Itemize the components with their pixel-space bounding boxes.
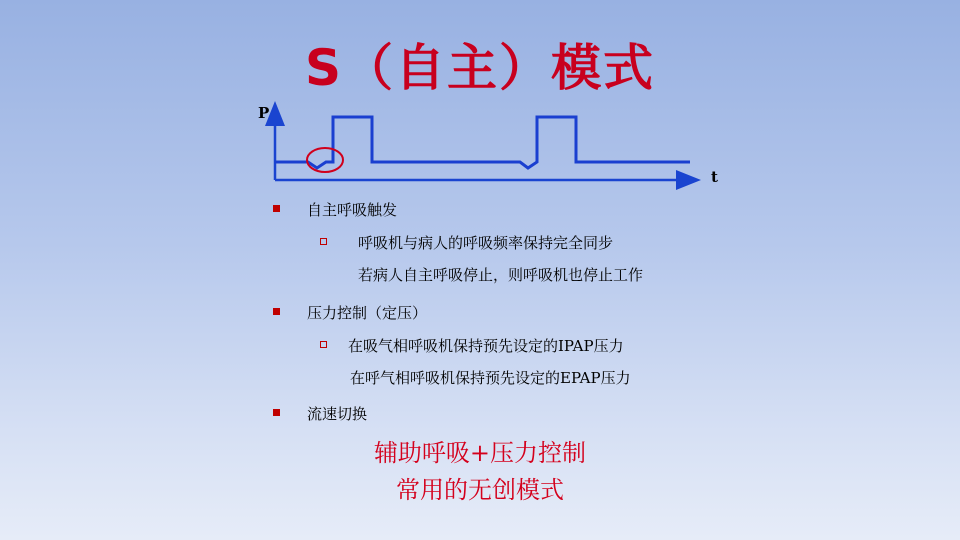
- bullet-marker: [273, 409, 280, 416]
- bullet-item-spontaneous-trigger: 自主呼吸触发: [307, 201, 398, 219]
- x-axis-label: t: [711, 168, 718, 186]
- sub-bullet-marker: [320, 238, 327, 245]
- bullet-marker: [273, 205, 280, 212]
- pressure-waveform: [275, 117, 690, 168]
- emphasis-line: 辅助呼吸+压力控制: [373, 439, 587, 467]
- bullet-item-pressure-control: 压力控制（定压）: [307, 304, 428, 322]
- sub-bullet-marker: [320, 341, 327, 348]
- trigger-highlight-circle: [307, 148, 343, 172]
- y-axis-label: P: [258, 104, 270, 122]
- sub-item: 在吸气相呼吸机保持预先设定的IPAP压力: [348, 337, 624, 355]
- emphasis-line: 常用的无创模式: [396, 476, 564, 504]
- bullet-item-flow-cycling: 流速切换: [307, 405, 368, 423]
- sub-item: 在呼气相呼吸机保持预先设定的EPAP压力: [350, 369, 631, 387]
- slide-title: S（自主）模式: [304, 39, 655, 97]
- bullet-marker: [273, 308, 280, 315]
- pressure-time-diagram: [250, 100, 720, 200]
- sub-item: 呼吸机与病人的呼吸频率保持完全同步: [358, 234, 614, 252]
- sub-item: 若病人自主呼吸停止，则呼吸机也停止工作: [358, 266, 644, 284]
